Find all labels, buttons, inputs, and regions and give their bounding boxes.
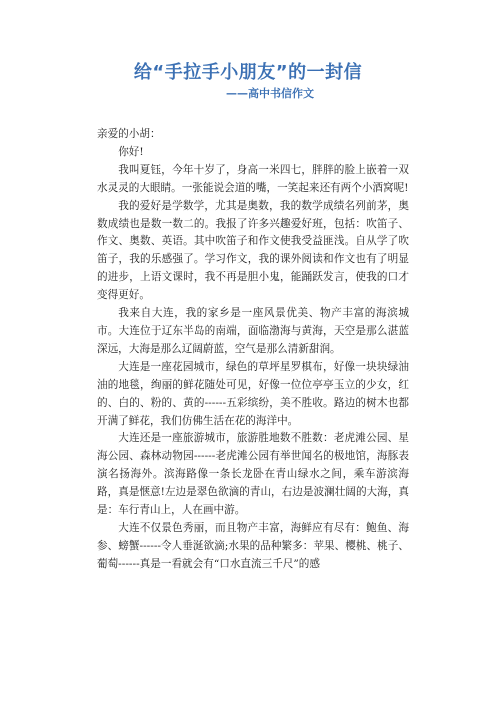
document-title: 给“手拉手小朋友”的一封信 (133, 62, 363, 83)
letter-body (97, 126, 409, 574)
paragraph-introduction: 我叫夏钰，今年十岁了，身高一米四七，胖胖的脸上嵌着一双水灵灵的大眼睛。一张能说会道的嘴，一笑起来还有两个小酒窝呢! (97, 163, 409, 194)
paragraph-garden-city: 大连是一座花园城市，绿色的草坪星罗棋布，好像一块块绿油油的地毯，绚丽的鲜花随处可见，好像一位位亭亭玉立的少女，红的、白的、粉的、黄的------五彩缤纷，美不胜收。路边的树木也都开满了鲜花，我们仿佛生活在花的海洋中。 (97, 360, 409, 427)
paragraph-tourism: 大连还是一座旅游城市，旅游胜地数不胜数：老虎滩公园、星海公园、森林动物园------老虎滩公园有举世闻名的极地馆，海豚表演名扬海外。滨海路像一条长龙卧在青山绿水之间，乘车游滨海路，真是惬意!左边是翠色欲滴的青山，右边是波澜壮阔的大海，真是：车行青山上，人在画中游。 (97, 432, 409, 517)
document-subtitle: ——高中书信作文 (226, 87, 314, 100)
paragraph-produce: 大连不仅景色秀丽，而且物产丰富，海鲜应有尽有：鲍鱼、海参、螃蟹------令人垂涎欲滴;水果的品种繁多：苹果、樱桃、桃子、葡萄------真是一看就会有“口水直流三千尺”的感 (97, 521, 409, 570)
greeting-paragraph: 你好! (118, 145, 144, 158)
letter-salutation: 亲爱的小胡： (97, 128, 161, 140)
paragraph-hobbies: 我的爱好是学数学，尤其是奥数，我的数学成绩名列前茅，奥数成绩也是数一数二的。我报了许多兴趣爱好班，包括：吹笛子、作文、奥数、英语。其中吹笛子和作文使我受益匪浅。自从学了吹笛子，我的乐感强了。学习作文，我的课外阅读和作文也有了明显的进步，上语文课时，我不再是胆小鬼，能踊跃发言，使我的口才变得更好。 (97, 199, 409, 302)
paragraph-hometown: 我来自大连，我的家乡是一座风景优美、物产丰富的海滨城市。大连位于辽东半岛的南端，面临渤海与黄海，天空是那么湛蓝深远，大海是那么辽阔蔚蓝，空气是那么清新甜润。 (97, 307, 409, 355)
